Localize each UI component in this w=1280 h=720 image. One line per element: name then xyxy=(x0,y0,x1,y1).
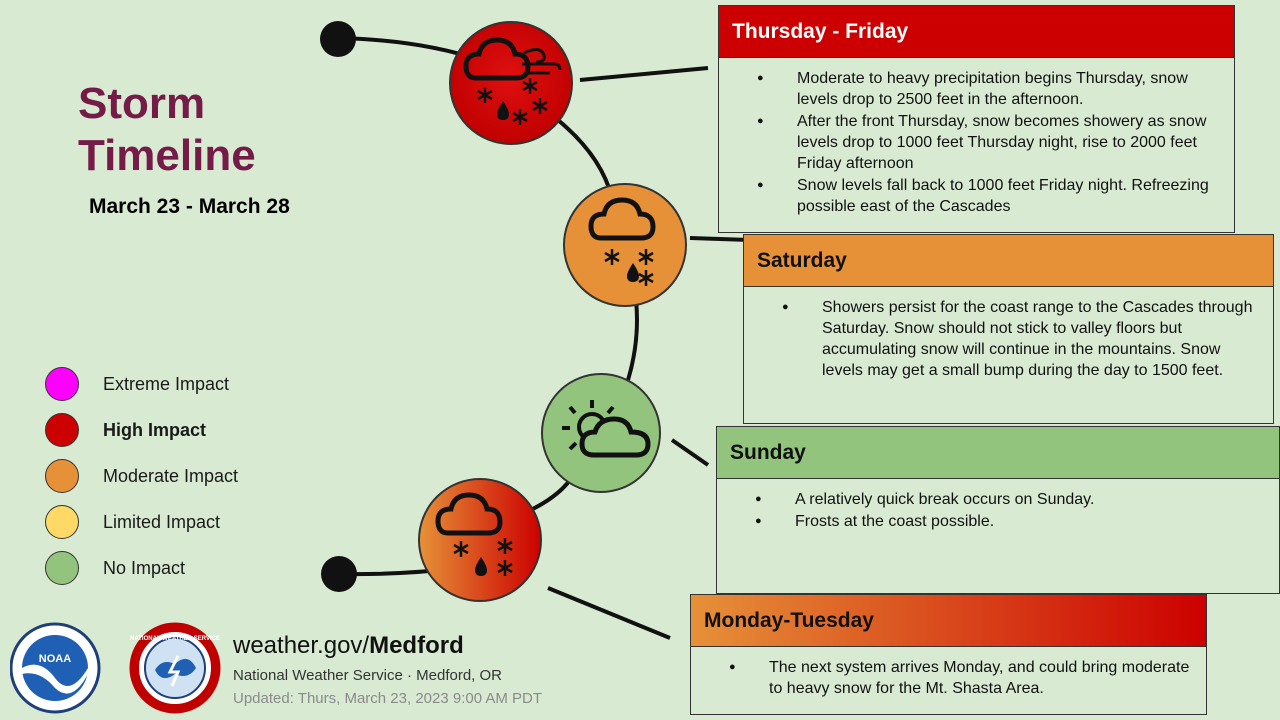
legend-item-limited xyxy=(45,499,238,545)
event-card-monday-tuesday xyxy=(690,594,1207,715)
legend-item-none xyxy=(45,545,238,591)
logos-svg xyxy=(10,622,225,714)
event-body xyxy=(744,287,1273,423)
title-line-2: Timeline xyxy=(78,131,256,180)
event-bullet: ● After the front Thursday, snow becomes showery as snow levels drop to 1000 feet Thursday night, rise to 2000 feet Friday afternoon xyxy=(757,111,1220,174)
event-icon-saturday xyxy=(564,184,686,306)
connector-thursday-friday xyxy=(580,68,708,80)
event-bullet: ● Showers persist for the coast range to the Cascades through Saturday. Snow should not stick to valley floors but accumulating snow will continue in the mountains. Snow levels may get a small bump during the day to 1500 feet. xyxy=(782,297,1259,381)
legend-label: No Impact xyxy=(103,557,186,578)
legend-swatch xyxy=(45,367,79,401)
event-heading-text: Saturday xyxy=(757,248,847,272)
connector-saturday xyxy=(690,238,750,240)
impact-legend xyxy=(45,361,238,591)
legend-item-moderate xyxy=(45,453,238,499)
website-office: Medford xyxy=(369,632,464,659)
event-icon-monday-tuesday xyxy=(419,479,541,601)
footer xyxy=(233,632,542,707)
event-body xyxy=(717,479,1279,593)
nws-logo xyxy=(130,624,220,712)
event-bullet: ● The next system arrives Monday, and could bring moderate to heavy snow for the Mt. Shasta Area. xyxy=(729,657,1192,699)
legend-swatch xyxy=(45,551,79,585)
agency-logos xyxy=(10,622,225,719)
event-icon-thursday-friday xyxy=(450,22,572,144)
legend-swatch xyxy=(45,505,79,539)
legend-label: High Impact xyxy=(103,419,207,440)
legend-item-high xyxy=(45,407,238,453)
event-body xyxy=(719,58,1234,232)
event-card-sunday xyxy=(716,426,1280,594)
event-bullet: ● Frosts at the coast possible. xyxy=(755,511,1265,532)
event-bullet: ● Snow levels fall back to 1000 feet Friday night. Refreezing possible east of the Cascades xyxy=(757,175,1220,217)
event-card-saturday xyxy=(743,234,1274,424)
updated-timestamp: Updated: Thurs, March 23, 2023 9:00 AM PDT xyxy=(233,690,543,707)
office-line: National Weather Service · Medford, OR xyxy=(233,667,502,684)
date-range: March 23 - March 28 xyxy=(89,195,290,218)
connector-sunday xyxy=(672,440,708,465)
event-body xyxy=(691,647,1206,714)
event-card-thursday-friday xyxy=(718,5,1235,233)
event-heading-text: Thursday - Friday xyxy=(732,19,909,43)
legend-swatch xyxy=(45,459,79,493)
event-heading-text: Sunday xyxy=(730,440,806,464)
timeline-end-dot xyxy=(321,556,357,592)
title-line-1: Storm xyxy=(78,79,206,128)
website-link[interactable] xyxy=(233,632,542,660)
website-prefix: weather.gov/ xyxy=(233,632,370,659)
event-heading xyxy=(719,6,1234,58)
noaa-logo xyxy=(11,624,99,712)
legend-label: Limited Impact xyxy=(103,511,221,532)
event-bullet: ● Moderate to heavy precipitation begins Thursday, snow levels drop to 2500 feet in the afternoon. xyxy=(757,68,1220,110)
legend-item-extreme xyxy=(45,361,238,407)
event-heading xyxy=(717,427,1279,479)
event-heading xyxy=(691,595,1206,647)
nws-logo-text: NATIONAL WEATHER SERVICE xyxy=(130,636,220,642)
event-bullet: ● A relatively quick break occurs on Sunday. xyxy=(755,489,1265,510)
legend-label: Extreme Impact xyxy=(103,373,230,394)
connector-monday-tuesday xyxy=(548,588,670,638)
noaa-logo-text: NOAA xyxy=(38,653,72,665)
event-heading xyxy=(744,235,1273,287)
legend-label: Moderate Impact xyxy=(103,465,239,486)
legend-swatch xyxy=(45,413,79,447)
event-icon-sunday xyxy=(542,374,660,492)
event-heading-text: Monday-Tuesday xyxy=(704,608,874,632)
timeline-start-dot xyxy=(320,21,356,57)
